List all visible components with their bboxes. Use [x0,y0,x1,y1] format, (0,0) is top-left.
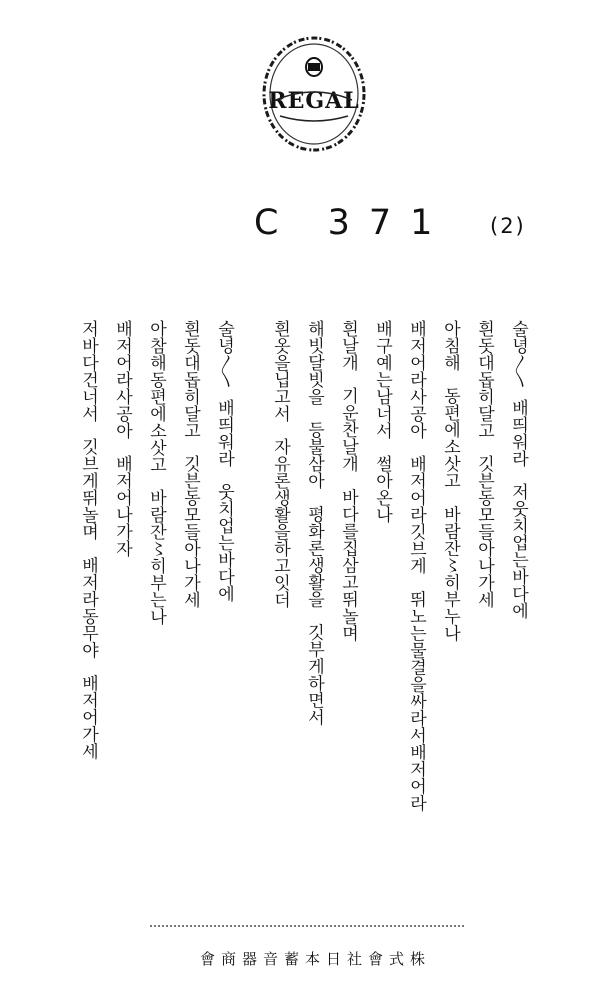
lyric-line: 아침해 동편에소삿고 바람잔〻히부누나 [440,320,460,642]
lyrics-block [67,320,531,811]
lyric-line: 아참해동편에소삿고 바람잔〻히부는나 [146,320,166,626]
dotted-divider [150,925,464,927]
regal-label-logo [258,32,370,156]
side-indicator: (2) [490,214,526,238]
catalog-number: C 371 [254,203,452,243]
lyric-line: 술녕〳〵 배띄워라 웃치업는바다에 [214,320,234,603]
lyric-line: 흰옷을닙고서 자유론생활을하고잇더 [270,320,290,609]
lyric-line: 배저어라사공아 배저어나가자 [112,320,132,558]
lyric-line: 저바다건너서 깃브게뛰놀며 배저라동무야 배저어가세 [78,320,98,760]
lyric-line: 흰돗대돕히달고 깃븐동모들아나가세 [474,320,494,609]
company-name: 會商器音蓄本日社會式株 [200,950,432,968]
lyric-line: 배구예는남너서 썰아온나 [372,320,392,524]
lyric-line: 흰날개 기운찬날개 바다를집삼고뛰놀며 [338,320,358,642]
brand-wordmark: REGAL [268,88,360,114]
lyric-line: 흰돗대돕히달고 깃븐동모들아나가세 [180,320,200,609]
lyric-line: 해빗달빗을 등불삼아 평화론생활을 깃부게하면서 [304,320,324,726]
lyric-line: 술녕〳〵 배띄워라 저웃치업는바다에 [508,320,528,620]
lyric-line: 배저어라사공아 배저어라깃브게 뛰노는물결을싸라서배저어라 [406,320,426,812]
